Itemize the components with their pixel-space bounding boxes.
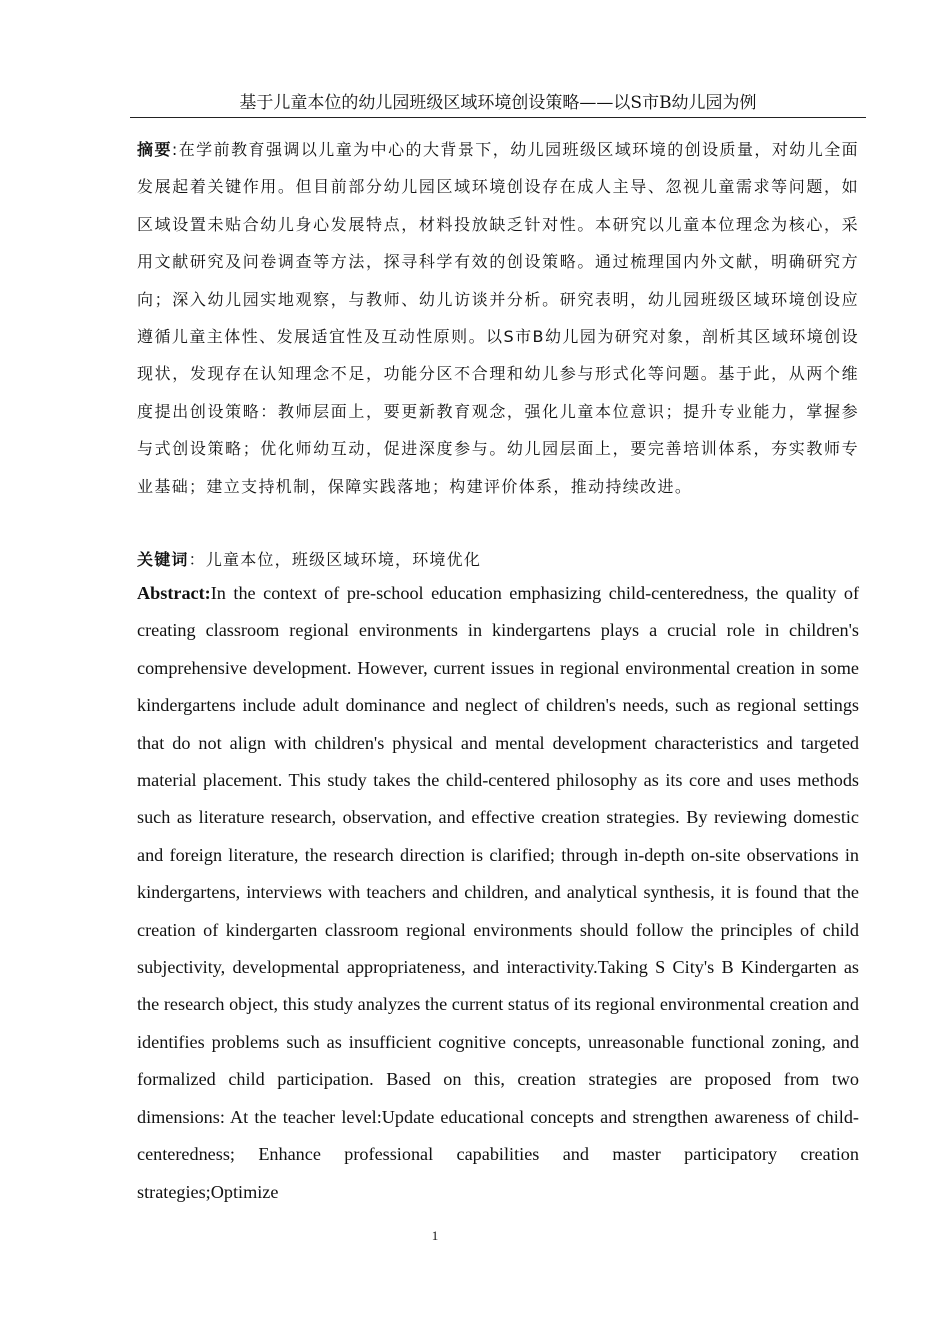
abstract-en-text: In the context of pre-school education emphasizing child-centeredness, the quality of creating classroom regional environments in kindergartens plays a crucial role in children's comprehensive development. However, current issues in regional environmental creation in some kindergartens include adult dominance and neglect of children's needs, such as regional settings that do not align with children's physical and mental development characteristics and targeted material placement. This study takes the child-centered philosophy as its core and uses methods such as literature research, observation, and effective creation strategies. By reviewing domestic and foreign literature, the research direction is clarified; through in-depth on-site observations in kindergartens, interviews with teachers and children, and analytical synthesis, it is found that the creation of kindergarten classroom regional environments should follow the principles of child subjectivity, developmental appropriateness, and interactivity.Taking S City's B Kindergarten as the research object, this study analyzes the current status of its regional environmental creation and identifies problems such as insufficient cognitive concepts, unreasonable functional zoning, and formalized child participation. Based on this, creation strategies are proposed from two dimensions: At the teacher level:Update educational concepts and strengthen awareness of child-centeredness; Enhance professional capabilities and master participatory creation strategies;Optimize [137, 583, 859, 1202]
keywords-chinese [137, 541, 859, 578]
abstract-en-label: Abstract: [137, 583, 211, 603]
abstract-english [137, 575, 859, 1211]
keywords-text: 儿童本位，班级区域环境，环境优化 [205, 550, 482, 569]
page-number: 1 [431, 1228, 439, 1243]
keywords-label: 关键词 [137, 550, 189, 569]
running-header [130, 92, 866, 118]
abstract-cn-text: 在学前教育强调以儿童为中心的大背景下，幼儿园班级区域环境的创设质量，对幼儿全面发展起着关键作用。但目前部分幼儿园区域环境创设存在成人主导、忽视儿童需求等问题，如区域设置未贴合幼儿身心发展特点，材料投放缺乏针对性。本研究以儿童本位理念为核心，采用文献研究及问卷调查等方法，探寻科学有效的创设策略。通过梳理国内外文献，明确研究方向；深入幼儿园实地观察，与教师、幼儿访谈并分析。研究表明，幼儿园班级区域环境创设应遵循儿童主体性、发展适宜性及互动性原则。以S市B幼儿园为研究对象，剖析其区域环境创设现状，发现存在认知理念不足，功能分区不合理和幼儿参与形式化等问题。基于此，从两个维度提出创设策略：教师层面上，要更新教育观念，强化儿童本位意识；提升专业能力，掌握参与式创设策略；优化师幼互动，促进深度参与。幼儿园层面上，要完善培训体系，夯实教师专业基础；建立支持机制，保障实践落地；构建评价体系，推动持续改进。 [137, 140, 859, 496]
abstract-cn-label: 摘要 [137, 140, 172, 159]
abstract-cn-colon: : [171, 140, 179, 159]
abstract-chinese [137, 131, 859, 505]
keywords-colon: ： [188, 550, 206, 569]
header-title: 基于儿童本位的幼儿园班级区域环境创设策略——以S市B幼儿园为例 [239, 93, 757, 113]
